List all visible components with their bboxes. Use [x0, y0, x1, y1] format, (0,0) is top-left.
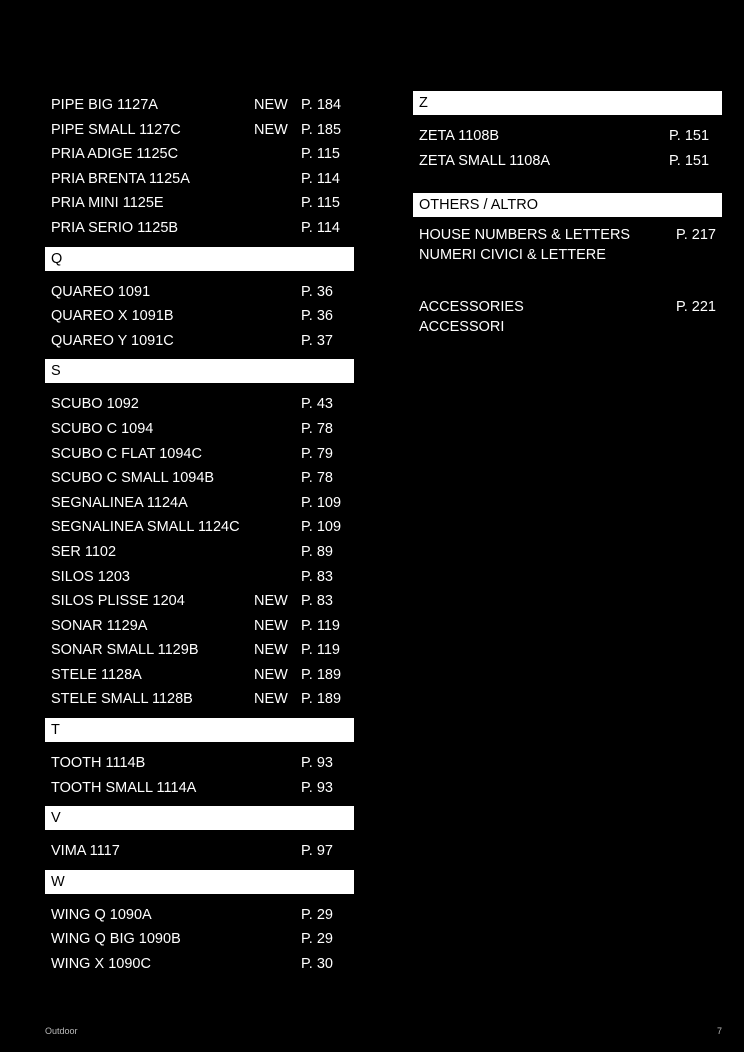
page-ref: P. 29: [301, 931, 333, 948]
product-name: QUAREO 1091: [51, 283, 151, 300]
section-header-w: W: [45, 870, 354, 894]
page-ref: P. 109: [301, 494, 342, 511]
index-row: [45, 191, 354, 216]
page-ref: P. 189: [301, 691, 342, 708]
product-name: QUAREO X 1091B: [51, 308, 174, 325]
product-name: WING X 1090C: [51, 956, 151, 973]
product-name: SCUBO C FLAT 1094C: [51, 445, 202, 462]
page-ref: P. 37: [301, 332, 333, 349]
index-row: [45, 839, 354, 864]
page-ref: P. 115: [301, 195, 340, 212]
index-row: [45, 392, 354, 417]
page-ref: P. 36: [301, 308, 333, 325]
index-row: [45, 466, 354, 491]
section-header-v: V: [45, 806, 354, 830]
product-name: SCUBO 1092: [51, 396, 139, 413]
page-ref: P. 78: [301, 470, 333, 487]
index-row: [45, 167, 354, 192]
product-name: SER 1102: [51, 543, 117, 560]
product-name: SCUBO C SMALL 1094B: [51, 470, 215, 487]
page-ref: P. 93: [301, 755, 333, 772]
product-name: QUAREO Y 1091C: [51, 332, 174, 349]
section-header-z: Z: [413, 91, 722, 115]
product-name: STELE 1128A: [51, 666, 142, 683]
page-ref: P. 29: [301, 906, 333, 923]
section-header-others: OTHERS / ALTRO: [413, 193, 722, 217]
left-column: [45, 93, 354, 977]
page-ref: P. 79: [301, 445, 333, 462]
index-row: [45, 329, 354, 354]
index-row: [45, 417, 354, 442]
page-ref: P. 151: [669, 152, 710, 169]
index-row: [45, 952, 354, 977]
product-name: SILOS PLISSE 1204: [51, 593, 185, 610]
section-header-q: Q: [45, 247, 354, 271]
page-ref: P. 184: [301, 97, 342, 113]
page-ref: P. 30: [301, 956, 333, 973]
product-name: PIPE BIG 1127A: [51, 97, 158, 113]
product-name: VIMA 1117: [51, 843, 120, 860]
index-row: [45, 663, 354, 688]
new-badge: NEW: [254, 593, 288, 610]
product-name: PRIA MINI 1125E: [51, 195, 164, 212]
index-row: [45, 442, 354, 467]
index-row: [45, 280, 354, 305]
index-row: [45, 751, 354, 776]
product-name: PRIA SERIO 1125B: [51, 219, 179, 236]
section-header-s: S: [45, 359, 354, 383]
footer-section-label: Outdoor: [45, 1026, 78, 1036]
page-ref: P. 93: [301, 779, 333, 796]
page-number: 7: [716, 1026, 722, 1036]
page-ref: P. 185: [301, 121, 342, 138]
page-ref: P. 83: [301, 593, 333, 610]
right-column: [413, 91, 722, 337]
others-name: ACCESSORIES: [419, 299, 524, 316]
page-ref: P. 78: [301, 420, 333, 437]
others-block: [413, 297, 722, 337]
index-row: [45, 540, 354, 565]
product-name: SONAR SMALL 1129B: [51, 642, 199, 659]
page-ref: P. 115: [301, 146, 340, 163]
product-name: STELE SMALL 1128B: [51, 691, 193, 708]
page-ref: P. 221: [675, 299, 716, 316]
page-ref: P. 114: [301, 170, 340, 187]
product-name: PRIA BRENTA 1125A: [51, 170, 190, 187]
page-ref: P. 217: [675, 227, 716, 244]
index-row: [45, 614, 354, 639]
index-row: [45, 776, 354, 801]
page-ref: P. 109: [301, 519, 342, 536]
section-header-t: T: [45, 718, 354, 742]
product-name: PRIA ADIGE 1125C: [51, 146, 179, 163]
index-row: [45, 142, 354, 167]
index-row: [45, 216, 354, 241]
product-name: SILOS 1203: [51, 568, 130, 585]
index-row: [45, 565, 354, 590]
product-name: SEGNALINEA 1124A: [51, 494, 188, 511]
page-ref: P. 189: [301, 666, 342, 683]
index-row: [45, 515, 354, 540]
index-row: [45, 903, 354, 928]
page-ref: P. 119: [301, 642, 340, 659]
new-badge: NEW: [254, 121, 288, 138]
new-badge: NEW: [254, 666, 288, 683]
others-name: HOUSE NUMBERS & LETTERS: [419, 227, 631, 244]
page-ref: P. 119: [301, 617, 340, 634]
new-badge: NEW: [254, 642, 288, 659]
index-row: [45, 118, 354, 143]
page-ref: P. 114: [301, 219, 340, 236]
product-name: PIPE SMALL 1127C: [51, 121, 181, 138]
others-subname: NUMERI CIVICI & LETTERE: [419, 247, 606, 264]
others-subname: ACCESSORI: [419, 319, 505, 336]
new-badge: NEW: [254, 691, 288, 708]
product-name: WING Q BIG 1090B: [51, 931, 181, 948]
new-badge: NEW: [254, 617, 288, 634]
others-block: [413, 225, 722, 265]
product-name: TOOTH SMALL 1114A: [51, 779, 197, 796]
product-name: SEGNALINEA SMALL 1124C: [51, 519, 240, 536]
product-name: SONAR 1129A: [51, 617, 148, 634]
z-rows: [413, 124, 722, 173]
product-name: ZETA 1108B: [419, 128, 500, 144]
index-row: [45, 927, 354, 952]
index-row: [45, 304, 354, 329]
product-name: TOOTH 1114B: [51, 755, 146, 772]
page-ref: P. 89: [301, 543, 333, 560]
index-row: [413, 124, 722, 149]
new-badge: NEW: [254, 97, 288, 113]
index-row: [413, 149, 722, 174]
product-name: SCUBO C 1094: [51, 420, 154, 437]
page-ref: P. 97: [301, 843, 333, 860]
product-name: WING Q 1090A: [51, 906, 152, 923]
index-row: [45, 687, 354, 712]
page-ref: P. 36: [301, 283, 333, 300]
product-name: ZETA SMALL 1108A: [419, 152, 551, 169]
index-row: [45, 93, 354, 118]
index-row: [45, 589, 354, 614]
page-ref: P. 151: [669, 128, 710, 144]
index-row: [45, 491, 354, 516]
page-ref: P. 43: [301, 396, 333, 413]
index-row: [45, 638, 354, 663]
page-ref: P. 83: [301, 568, 333, 585]
